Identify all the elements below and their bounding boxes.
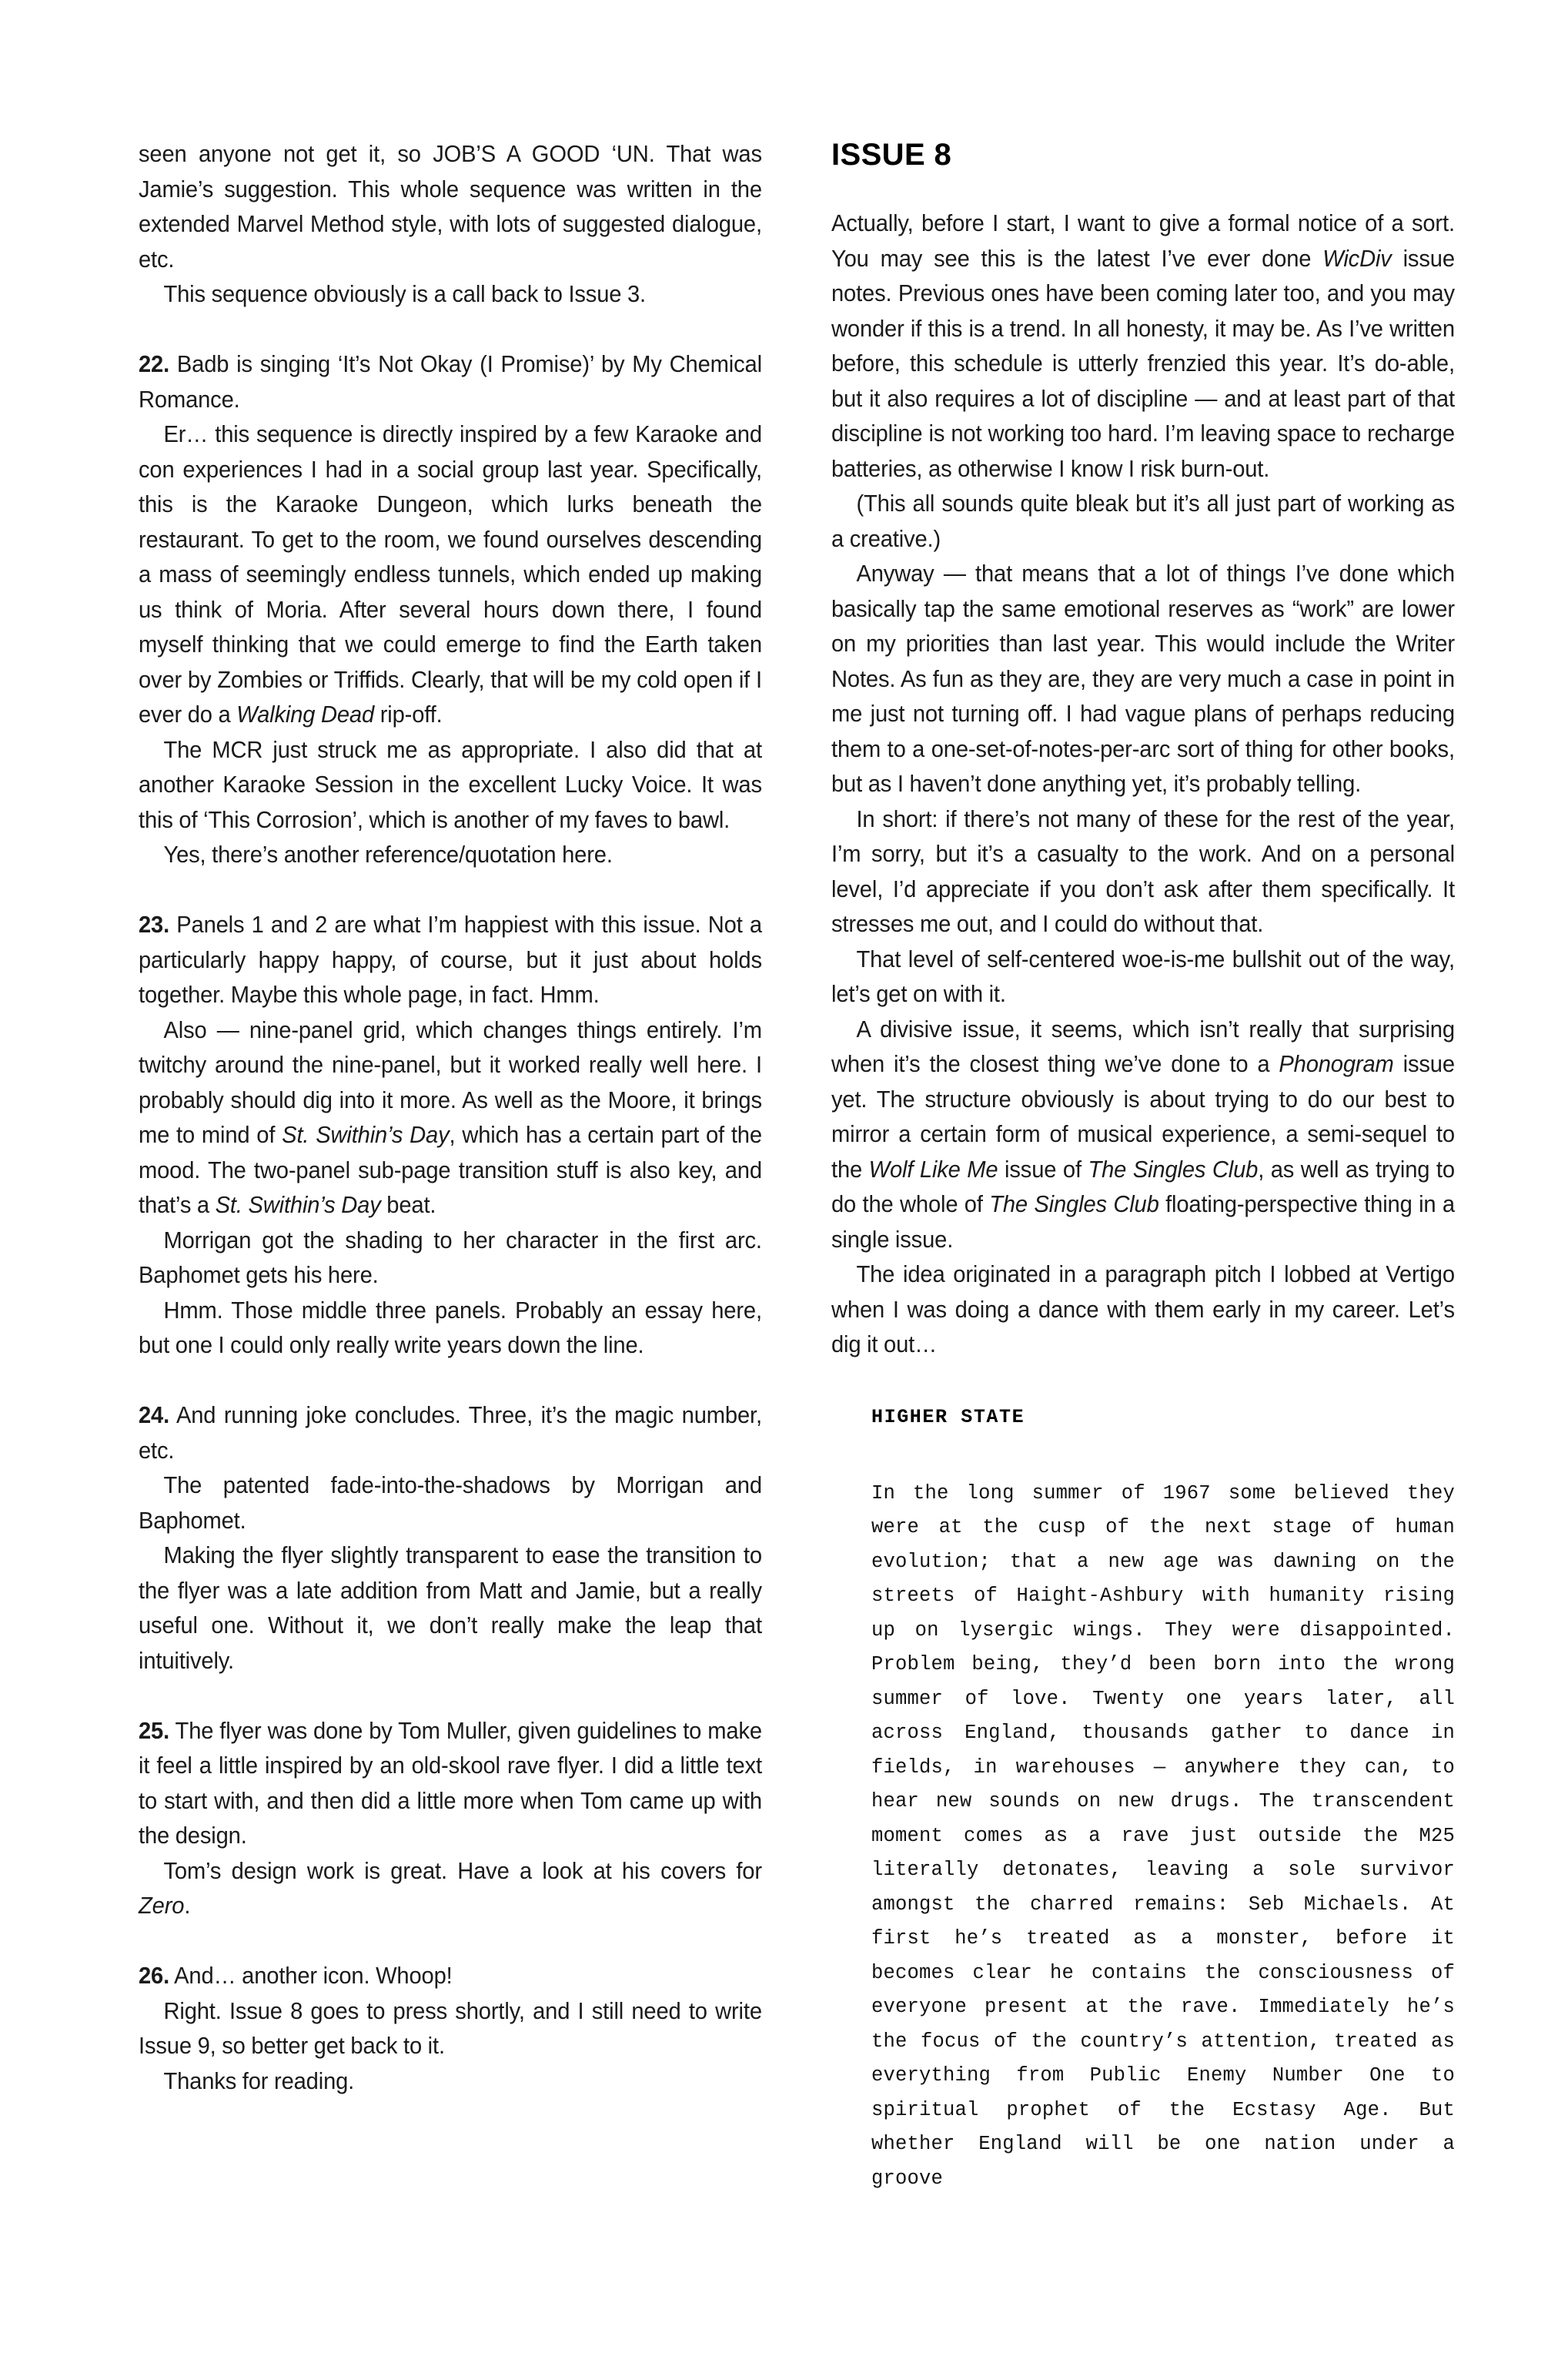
issue-heading: ISSUE 8 [831, 138, 952, 172]
para-issue8-1 [831, 206, 1455, 487]
text-run: (This all sounds quite bleak but it’s all just part of working as a creative.) [831, 490, 1455, 552]
italic-title: St. Swithin’s Day [215, 1192, 381, 1218]
para-22d [139, 838, 762, 873]
text-run: A divisive issue, it seems, which isn’t really that surprising when it’s the closest thing we’ve done to a [831, 1016, 1455, 1077]
para-25b [139, 1854, 762, 1924]
para-issue8-5 [831, 942, 1455, 1012]
para-22c [139, 733, 762, 838]
paragraph-number: 22. [139, 351, 170, 377]
text-run: floating-perspective thing in a single issue. [831, 1191, 1455, 1253]
text-run: Tom’s design work is great. Have a look at his covers for [163, 1857, 762, 1884]
text-run: The MCR just struck me as appropriate. I also did that at another Karaoke Session in the excellent Lucky Voice. It was this of ‘This Corrosion’, which is another of my faves to bawl. [139, 736, 762, 833]
text-run: This sequence obviously is a call back to Issue 3. [163, 281, 647, 307]
para-issue8-7 [831, 1257, 1455, 1363]
pitch-excerpt-block [831, 1406, 1455, 2197]
text-run: The idea originated in a paragraph pitch I lobbed at Vertigo when I was doing a dance with them early in my career. Let’s dig it out… [831, 1261, 1455, 1357]
para-22b [139, 417, 762, 733]
italic-title: Wolf Like Me [868, 1156, 998, 1183]
text-run: Right. Issue 8 goes to press shortly, and I still need to write Issue 9, so better get back to it. [139, 1997, 762, 2059]
para-issue8-6 [831, 1012, 1455, 1258]
text-run: And running joke concludes. Three, it’s the magic number, etc. [139, 1402, 762, 1464]
para-issue8-3 [831, 557, 1455, 802]
text-run: Thanks for reading. [163, 2067, 355, 2094]
para-26 [139, 1959, 762, 1994]
para-issue8-4 [831, 802, 1455, 942]
para-22 [139, 347, 762, 417]
text-run: Morrigan got the shading to her character in the first arc. Baphomet gets his here. [139, 1227, 762, 1288]
italic-title: WicDiv [1322, 245, 1392, 272]
italic-title: St. Swithin’s Day [282, 1122, 450, 1148]
text-run: Badb is singing ‘It’s Not Okay (I Promise)’ by My Chemical Romance. [139, 351, 762, 413]
italic-title: The Singles Club [1088, 1156, 1259, 1183]
para-continued-2 [139, 277, 762, 313]
text-run: Hmm. Those middle three panels. Probably an essay here, but one I could only really write years down the line. [139, 1297, 762, 1358]
text-run: issue of [998, 1156, 1088, 1183]
para-24c [139, 1538, 762, 1679]
text-run: Actually, before I start, I want to give a formal notice of a sort. You may see this is the latest I’ve ever done [831, 210, 1455, 272]
paragraph-number: 25. [139, 1717, 170, 1744]
para-23 [139, 908, 762, 1013]
text-run: The patented fade-into-the-shadows by Morrigan and Baphomet. [139, 1472, 762, 1534]
text-run: , as well as trying to do the whole of [831, 1156, 1455, 1217]
excerpt-body: In the long summer of 1967 some believed they were at the cusp of the next stage of human evolution; that a new age was dawning on the streets of Haight-Ashbury with humanity rising up on lysergic wings. They were disappointed. Problem being, they’d been born into the wrong summer of love. Twenty one years later, all across England, thousands gather to dance in fields, in warehouses — anywhere they can, to hear new sounds on new drugs. The transcendent moment comes as a rave just outside the M25 literally detonates, leaving a sole survivor amongst the charred remains: Seb Michaels. At first he’s treated as a monster, before it becomes clear he contains the consciousness of everyone present at the rave. Immediately he’s the focus of the country’s attention, treated as everything from Public Enemy Number One to spiritual prophet of the Ecstasy Age. But whether England will be one nation under a groove [871, 1481, 1455, 2190]
text-run: Making the flyer slightly transparent to ease the transition to the flyer was a late addition from Matt and Jamie, but a really useful one. Without it, we don’t really make the leap that intuitively. [139, 1542, 762, 1674]
paragraph-number: 23. [139, 912, 170, 938]
text-run: Er… this sequence is directly inspired by a few Karaoke and con experiences I had in a social group last year. Specifically, this is the Karaoke Dungeon, which lurks beneath the restaurant. To get to the room, we found ourselves descending a mass of seemingly endless tunnels, which ended up making us think of Moria. After several hours down there, I found myself thinking that we could emerge to find the Earth taken over by Zombies or Triffids. Clearly, that will be my cold open if I ever do a [139, 421, 762, 728]
text-run: That level of self-centered woe-is-me bullshit out of the way, let’s get on with it. [831, 946, 1455, 1007]
italic-title: Phonogram [1279, 1051, 1394, 1077]
excerpt-title: HIGHER STATE [871, 1405, 1025, 1428]
text-run: In short: if there’s not many of these for the rest of the year, I’m sorry, but it’s a casualty to the work. And on a personal level, I’d appreciate if you don’t ask after them specifically. It stresses me out, and I could do without that. [831, 805, 1455, 937]
para-issue8-2 [831, 487, 1455, 557]
italic-title: The Singles Club [989, 1191, 1159, 1217]
text-run: issue notes. Previous ones have been coming later too, and you may wonder if this is a trend. In all honesty, it may be. As I’ve written before, this schedule is utterly frenzied this year. It’s do-able, but it also requires a lot of discipline — and at least part of that discipline is not working too hard. I’m leaving space to recharge batteries, as otherwise I know I risk burn-out. [831, 245, 1455, 482]
italic-title: Walking Dead [236, 701, 375, 728]
text-run: Yes, there’s another reference/quotation here. [163, 842, 613, 868]
text-run: Anyway — that means that a lot of things I’ve done which basically tap the same emotional reserves as “work” are lower on my priorities than last year. This would include the Writer Notes. As fun as they are, they are very much a case in point in me just not turning off. I had vague plans of perhaps reducing them to a one-set-of-notes-per-arc sort of thing for other books, but as I haven’t done anything yet, it’s probably telling. [831, 561, 1455, 797]
text-run: rip-off. [374, 701, 443, 728]
text-run: seen anyone not get it, so JOB’S A GOOD ‘UN. That was Jamie’s suggestion. This whole sequence was written in the extended Marvel Method style, with lots of suggested dialogue, etc. [139, 141, 762, 273]
text-run: And… another icon. Whoop! [169, 1963, 453, 1989]
text-run: Panels 1 and 2 are what I’m happiest with this issue. Not a particularly happy happy, of course, but it just about holds together. Maybe this whole page, in fact. Hmm. [139, 912, 762, 1008]
text-run: Also — nine-panel grid, which changes things entirely. I’m twitchy around the nine-panel, but it worked really well here. I probably should dig into it more. As well as the Moore, it brings me to mind of [139, 1016, 762, 1148]
paragraph-number: 24. [139, 1402, 170, 1428]
text-run: , which has a certain part of the mood. The two-panel sub-page transition stuff is also key, and that’s a [139, 1122, 762, 1218]
para-26c [139, 2064, 762, 2100]
para-24b [139, 1468, 762, 1538]
para-24 [139, 1398, 762, 1468]
italic-title: Zero [139, 1893, 185, 1919]
text-run: The flyer was done by Tom Muller, given guidelines to make it feel a little inspired by an old-skool rave flyer. I did a little text to start with, and then did a little more when Tom came up with the design. [139, 1717, 762, 1849]
para-23c [139, 1223, 762, 1294]
para-25 [139, 1714, 762, 1854]
left-text-column [139, 137, 762, 2307]
text-run: issue yet. The structure obviously is about trying to do our best to mirror a certain form of musical experience, a semi-sequel to the [831, 1051, 1455, 1183]
para-23b [139, 1013, 762, 1223]
right-paragraph-list [831, 206, 1455, 1363]
para-26b [139, 1994, 762, 2064]
para-continued [139, 137, 762, 277]
text-run: beat. [380, 1192, 436, 1218]
para-23d [139, 1294, 762, 1364]
right-text-column [831, 137, 1455, 2307]
text-run: . [184, 1893, 191, 1919]
two-column-layout [139, 137, 1455, 2307]
paragraph-number: 26. [139, 1963, 170, 1989]
